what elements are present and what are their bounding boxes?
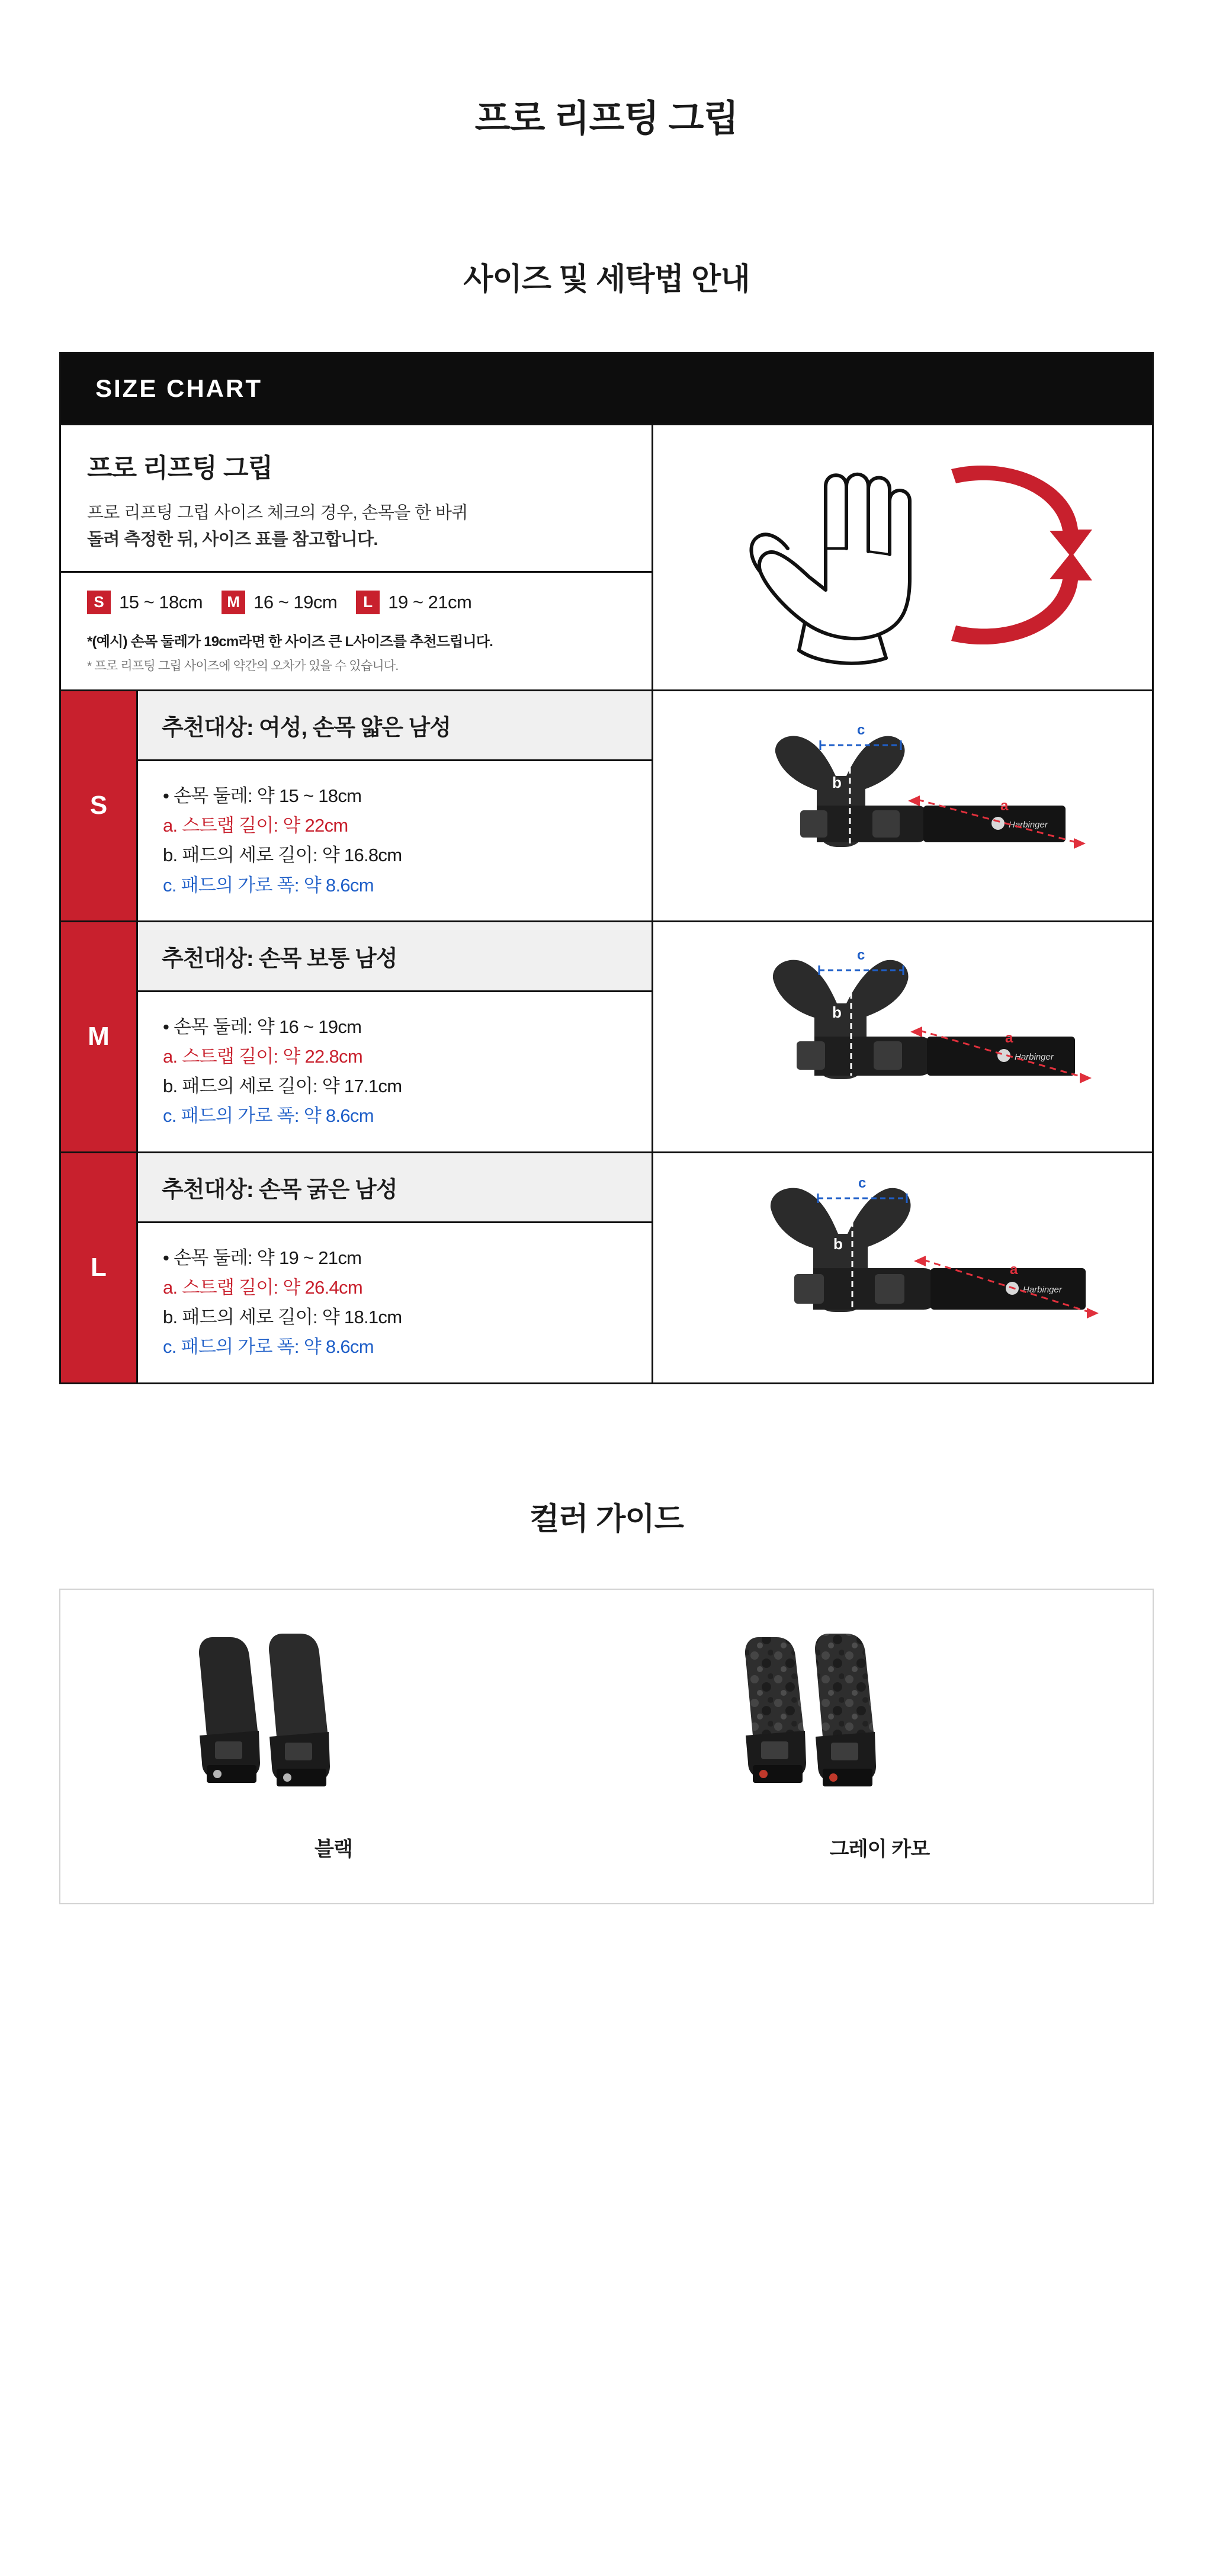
badge-range-m: 16 ~ 19cm [253, 591, 338, 612]
size-specs-l [138, 1223, 652, 1382]
callout-a-s: a [1000, 798, 1009, 814]
grip-photo-grey-camo-icon [702, 1625, 915, 1815]
intro-heading: 프로 리프팅 그립 [87, 454, 272, 483]
color-guide [59, 1589, 1154, 1904]
size-target-l: 추천대상: 손목 굵은 남성 [138, 1153, 652, 1223]
size-target-m: 추천대상: 손목 보통 남성 [138, 922, 652, 992]
badge-size-s: S [87, 591, 111, 614]
size-letter-l: L [61, 1153, 138, 1382]
size-row-l [61, 1151, 1152, 1382]
spec-strap-s: a. 스트랩 길이: 약 22cm [163, 815, 348, 836]
size-info-l [138, 1153, 653, 1382]
intro-bottom [61, 573, 652, 689]
spec-strap-m: a. 스트랩 길이: 약 22.8cm [163, 1045, 362, 1067]
product-diagram-cell-l [653, 1153, 1152, 1382]
wrap-arrow-icons [951, 466, 1092, 644]
color-label-black: 블랙 [314, 1837, 353, 1860]
svg-text:Harbinger: Harbinger [1009, 820, 1048, 830]
color-option-grey-camo [702, 1625, 1057, 1862]
callout-b-m: b [832, 1003, 842, 1022]
badge-size-l: L [356, 591, 380, 614]
size-chart-intro-row [61, 424, 1152, 689]
note-example: *(예시) 손목 둘레가 19cm라면 한 사이즈 큰 L사이즈를 추천드립니다. [87, 633, 493, 650]
hand-measure-icon [678, 430, 1128, 685]
intro-cell [61, 425, 653, 689]
product-diagram-cell-m [653, 922, 1152, 1151]
spec-pad-width-l: c. 패드의 가로 폭: 약 8.6cm [163, 1336, 374, 1358]
product-diagram-cell-s [653, 691, 1152, 920]
size-chart-header [61, 354, 1152, 424]
size-row-s [61, 689, 1152, 920]
callout-a-m: a [1005, 1030, 1013, 1047]
callout-c-l: c [858, 1175, 867, 1192]
callout-b-l: b [833, 1235, 843, 1253]
color-guide-title: 컬러 가이드 [530, 1502, 683, 1536]
size-specs-s [138, 761, 652, 920]
spec-pad-width-m: c. 패드의 가로 폭: 약 8.6cm [163, 1105, 374, 1127]
size-specs-m [138, 992, 652, 1151]
note-tolerance: * 프로 리프팅 그립 사이즈에 약간의 오차가 있을 수 있습니다. [87, 659, 399, 673]
hand-measure-illustration-cell [653, 425, 1152, 689]
grip-photo-black-icon [156, 1625, 369, 1815]
size-target-s: 추천대상: 여성, 손목 얇은 남성 [138, 691, 652, 761]
size-row-m [61, 920, 1152, 1151]
callout-a-l: a [1010, 1262, 1018, 1278]
grip-diagram-s-icon [669, 717, 1137, 894]
badge-range-s: 15 ~ 18cm [119, 591, 203, 612]
spec-pad-length-l: b. 패드의 세로 길이: 약 18.1cm [163, 1307, 402, 1328]
spec-wrist-l: • 손목 둘레: 약 19 ~ 21cm [163, 1247, 362, 1268]
badge-size-m: M [222, 591, 245, 614]
intro-description [87, 500, 625, 553]
size-chart-header-label: SIZE CHART [95, 374, 262, 402]
size-info-s [138, 691, 653, 920]
spec-wrist-s: • 손목 둘레: 약 15 ~ 18cm [163, 785, 362, 806]
callout-b-s: b [832, 774, 842, 792]
grip-diagram-m-icon [669, 942, 1137, 1131]
guide-section-title: 사이즈 및 세탁법 안내 [463, 262, 750, 297]
spec-pad-length-s: b. 패드의 세로 길이: 약 16.8cm [163, 845, 402, 866]
color-option-black [156, 1625, 511, 1862]
grip-diagram-l-icon [669, 1170, 1137, 1365]
intro-description-line1: 프로 리프팅 그립 사이즈 체크의 경우, 손목을 한 바퀴 [87, 503, 468, 522]
size-range-badges [87, 591, 628, 614]
page-title: 프로 리프팅 그립 [474, 98, 739, 139]
intro-description-line2: 돌려 측정한 뒤, 사이즈 표를 참고합니다. [87, 530, 378, 549]
size-info-m [138, 922, 653, 1151]
color-label-grey-camo: 그레이 카모 [829, 1837, 930, 1860]
svg-text:Harbinger: Harbinger [1023, 1285, 1062, 1295]
spec-wrist-m: • 손목 둘레: 약 16 ~ 19cm [163, 1016, 362, 1037]
size-letter-m: M [61, 922, 138, 1151]
callout-c-s: c [857, 722, 865, 739]
spec-strap-l: a. 스트랩 길이: 약 26.4cm [163, 1276, 362, 1298]
size-chart [59, 352, 1154, 1384]
intro-top [61, 425, 652, 571]
badge-range-l: 19 ~ 21cm [388, 591, 472, 612]
size-letter-s: S [61, 691, 138, 920]
callout-c-m: c [857, 947, 865, 964]
spec-pad-width-s: c. 패드의 가로 폭: 약 8.6cm [163, 874, 374, 896]
spec-pad-length-m: b. 패드의 세로 길이: 약 17.1cm [163, 1076, 402, 1097]
svg-text:Harbinger: Harbinger [1015, 1052, 1054, 1063]
